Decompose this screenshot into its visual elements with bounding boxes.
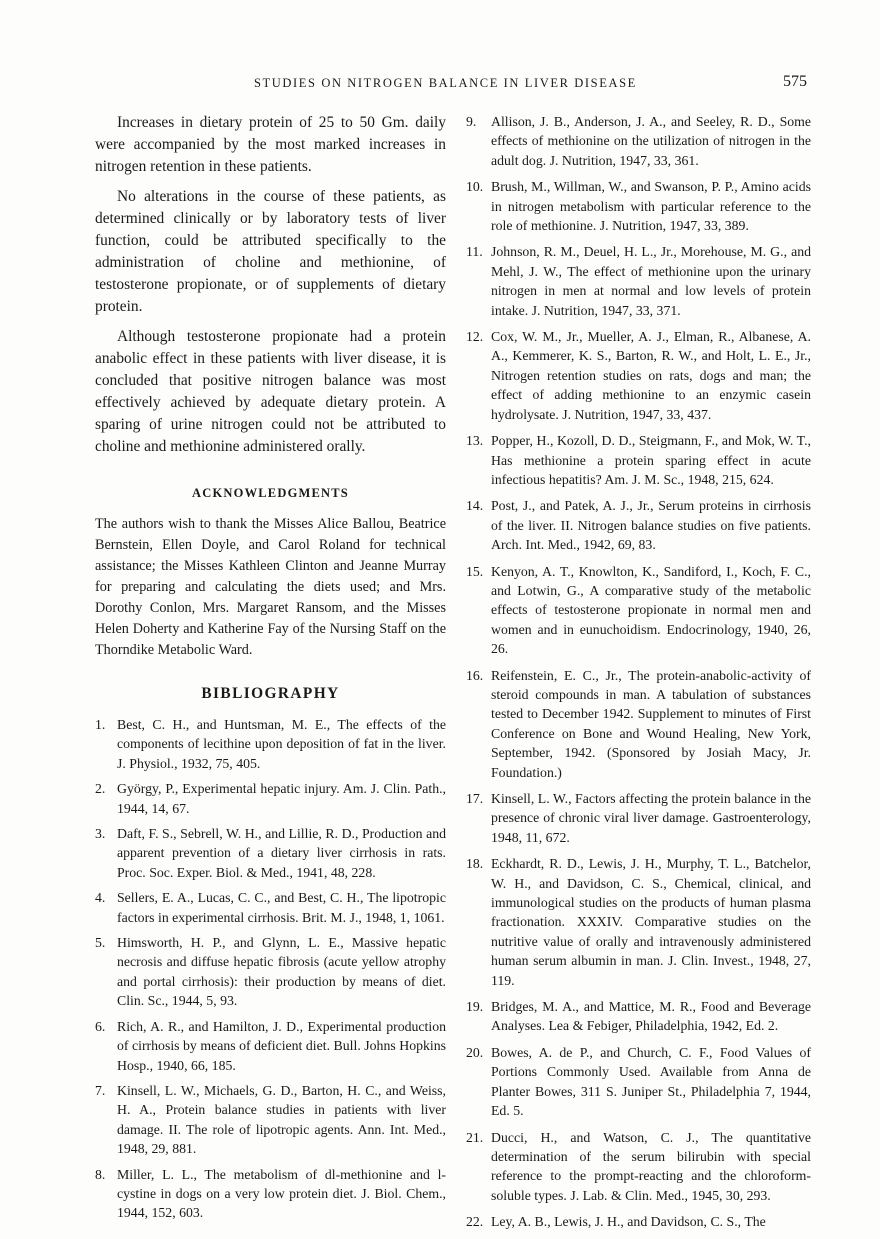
body-paragraph: Although testosterone propionate had a protein anabolic effect in these patients with liver disease, it is concluded that positive nitrogen balance was most effectively achieved by adequate dietary protein. A sparing of urine nitrogen could not be attributed to choline and methionine administered orally. <box>95 328 446 455</box>
reference-text: Daft, F. S., Sebrell, W. H., and Lillie, R. D., Production and apparent prevention of a dietary liver cirrhosis in rats. Proc. Soc. Exper. Biol. & Med., 1941, 48, 228. <box>117 826 446 880</box>
reference-item <box>95 824 446 882</box>
reference-number: 1. <box>95 717 106 732</box>
reference-number: 16. <box>466 667 484 683</box>
reference-item <box>95 1017 446 1075</box>
left-column <box>95 112 446 1229</box>
reference-number: 3. <box>95 826 106 842</box>
reference-item <box>95 1165 446 1223</box>
reference-item <box>466 112 811 170</box>
reference-text: Johnson, R. M., Deuel, H. L., Jr., Morehouse, M. G., and Mehl, J. W., The effect of methionine upon the urinary nitrogen in men at normal and low levels of protein intake. J. Nutrition, 1947, 33, 371. <box>491 244 811 318</box>
reference-number: 7. <box>95 1082 106 1098</box>
reference-item <box>466 562 811 659</box>
reference-text: Reifenstein, E. C., Jr., The protein-anabolic-activity of steroid compounds in man. A tabulation of substances tested to December 1942. Supplement to minutes of First Conference on Bone and Wound Healing, New York, September, 1942. (Sponsored by Josiah Macy, Jr. Foundation.) <box>491 667 811 780</box>
reference-number: 13. <box>466 433 484 449</box>
reference-number: 22. <box>466 1214 484 1230</box>
reference-item <box>466 854 811 990</box>
reference-text: Ley, A. B., Lewis, J. H., and Davidson, C. S., The <box>491 1214 766 1230</box>
reference-text: Best, C. H., and Huntsman, M. E., The effects of the components of lecithine upon deposition of fat in the liver. J. Physiol., 1932, 75, 405. <box>117 717 446 771</box>
reference-number: 21. <box>466 1129 484 1145</box>
reference-item <box>466 177 811 235</box>
reference-item <box>466 1128 811 1206</box>
reference-number: 11. <box>466 244 483 260</box>
reference-text: Ducci, H., and Watson, C. J., The quantitative determination of the serum bilirubin with special reference to the prompt-reacting and the chloroform-soluble types. J. Lab. & Clin. Med., 1945, 30, 293. <box>491 1129 811 1203</box>
reference-text: Sellers, E. A., Lucas, C. C., and Best, C. H., The lipotropic factors in experimental cirrhosis. Brit. M. J., 1948, 1, 1061. <box>117 890 446 925</box>
reference-number: 14. <box>466 498 484 514</box>
reference-text: Bowes, A. de P., and Church, C. F., Food Values of Portions Commonly Used. Available from Anna de Planter Bowes, 311 S. Juniper St., Philadelphia 7, 1944, Ed. 5. <box>491 1044 811 1119</box>
reference-number: 18. <box>466 856 484 872</box>
reference-number: 5. <box>95 935 106 951</box>
reference-item <box>466 431 811 489</box>
reference-text: Himsworth, H. P., and Glynn, L. E., Massive hepatic necrosis and diffuse hepatic fibrosis (acute yellow atrophy and portal cirrhosis): their production by means of diet. Clin. Sc., 1944, 5, 93. <box>117 935 446 1009</box>
reference-item <box>95 1081 446 1159</box>
reference-number: 15. <box>466 563 484 579</box>
right-column <box>466 112 811 1239</box>
reference-number: 20. <box>466 1044 484 1060</box>
reference-text: Brush, M., Willman, W., and Swanson, P. P., Amino acids in nitrogen metabolism with particular reference to the role of methionine. J. Nutrition, 1947, 33, 389. <box>491 179 811 234</box>
reference-number: 12. <box>466 329 484 345</box>
reference-number: 6. <box>95 1018 106 1034</box>
reference-item <box>466 1212 811 1231</box>
reference-text: Popper, H., Kozoll, D. D., Steigmann, F., and Mok, W. T., Has methionine a protein sparing effect in acute infectious hepatitis? Am. J. M. Sc., 1948, 215, 624. <box>491 433 811 487</box>
reference-item <box>95 933 446 1011</box>
acknowledgments-text: The authors wish to thank the Misses Alice Ballou, Beatrice Bernstein, Ellen Doyle, and Carol Roland for technical assistance; the Misses Kathleen Clinton and Jeanne Murray for preparing and calculating the diets used; and Mrs. Dorothy Conlon, Mrs. Margaret Ransom, and the Misses Helen Doherty and Katherine Fay of the Nursing Staff on the Thorndike Metabolic Ward. <box>95 516 446 658</box>
acknowledgments-heading: ACKNOWLEDGMENTS <box>192 486 349 500</box>
reference-list-right <box>466 112 811 1232</box>
body-paragraph: Increases in dietary protein of 25 to 50 Gm. daily were accompanied by the most marked increases in nitrogen retention in these patients. <box>95 114 446 175</box>
body-paragraph: No alterations in the course of these patients, as determined clinically or by laboratory tests of liver function, could be attributed specifically to the administration of choline and methionine, of testosterone propionate, or of supplements of dietary protein. <box>95 188 446 315</box>
reference-item <box>95 715 446 773</box>
reference-text: Post, J., and Patek, A. J., Jr., Serum proteins in cirrhosis of the liver. II. Nitrogen balance studies on five patients. Arch. Int. Med., 1942, 69, 83. <box>491 498 811 553</box>
reference-list-left <box>95 715 446 1223</box>
reference-number: 9. <box>466 114 477 129</box>
reference-text: Bridges, M. A., and Mattice, M. R., Food and Beverage Analyses. Lea & Febiger, Philadelphia, 1942, Ed. 2. <box>491 999 811 1034</box>
bibliography-heading: BIBLIOGRAPHY <box>201 685 340 702</box>
page-number: 575 <box>783 73 807 90</box>
reference-text: Eckhardt, R. D., Lewis, J. H., Murphy, T. L., Batchelor, W. H., and Davidson, C. S., Chemical, clinical, and immunological studies on the products of human plasma fractionation. XXXIV. Comparative studies on the nutritive value of orally and intravenously administered human serum albumin in man. J. Clin. Invest., 1948, 27, 119. <box>491 856 811 988</box>
reference-item <box>466 666 811 782</box>
reference-item <box>95 888 446 927</box>
reference-number: 8. <box>95 1166 106 1182</box>
reference-text: Kenyon, A. T., Knowlton, K., Sandiford, I., Koch, F. C., and Lotwin, G., A comparative study of the metabolic effects of testosterone propionate in normal men and women and in eunuchoidism. Endocrinology, 1940, 26, 26. <box>491 563 811 657</box>
reference-text: György, P., Experimental hepatic injury. Am. J. Clin. Path., 1944, 14, 67. <box>117 781 446 816</box>
running-head: STUDIES ON NITROGEN BALANCE IN LIVER DISEASE <box>254 76 637 90</box>
reference-text: Allison, J. B., Anderson, J. A., and Seeley, R. D., Some effects of methionine on the utilization of nitrogen in the adult dog. J. Nutrition, 1947, 33, 361. <box>491 114 811 168</box>
reference-item <box>466 997 811 1036</box>
reference-item <box>466 327 811 424</box>
reference-item <box>466 789 811 847</box>
reference-text: Cox, W. M., Jr., Mueller, A. J., Elman, R., Albanese, A. A., Kemmerer, K. S., Barton, R. W., and Holt, L. E., Jr., Nitrogen retention studies on rats, dogs and man; the effect of adding methionine to an enzymic casein hydrolysate. J. Nutrition, 1947, 33, 437. <box>491 329 811 422</box>
reference-item <box>466 242 811 320</box>
reference-item <box>466 496 811 554</box>
reference-text: Miller, L. L., The metabolism of dl-methionine and l-cystine in dogs on a very low protein diet. J. Biol. Chem., 1944, 152, 603. <box>117 1166 446 1221</box>
reference-number: 4. <box>95 890 106 906</box>
reference-text: Kinsell, L. W., Factors affecting the protein balance in the presence of chronic viral liver damage. Gastroenterology, 1948, 11, 672. <box>491 791 811 845</box>
reference-item <box>95 779 446 818</box>
reference-text: Kinsell, L. W., Michaels, G. D., Barton, H. C., and Weiss, H. A., Protein balance studies in patients with liver damage. II. The role of lipotropic agents. Ann. Int. Med., 1948, 29, 881. <box>117 1082 446 1157</box>
reference-item <box>466 1043 811 1121</box>
reference-number: 2. <box>95 781 106 797</box>
reference-number: 19. <box>466 999 484 1015</box>
reference-number: 17. <box>466 791 484 806</box>
reference-text: Rich, A. R., and Hamilton, J. D., Experimental production of cirrhosis by means of deficient diet. Bull. Johns Hopkins Hosp., 1940, 66, 185. <box>117 1018 446 1073</box>
reference-number: 10. <box>466 179 484 195</box>
